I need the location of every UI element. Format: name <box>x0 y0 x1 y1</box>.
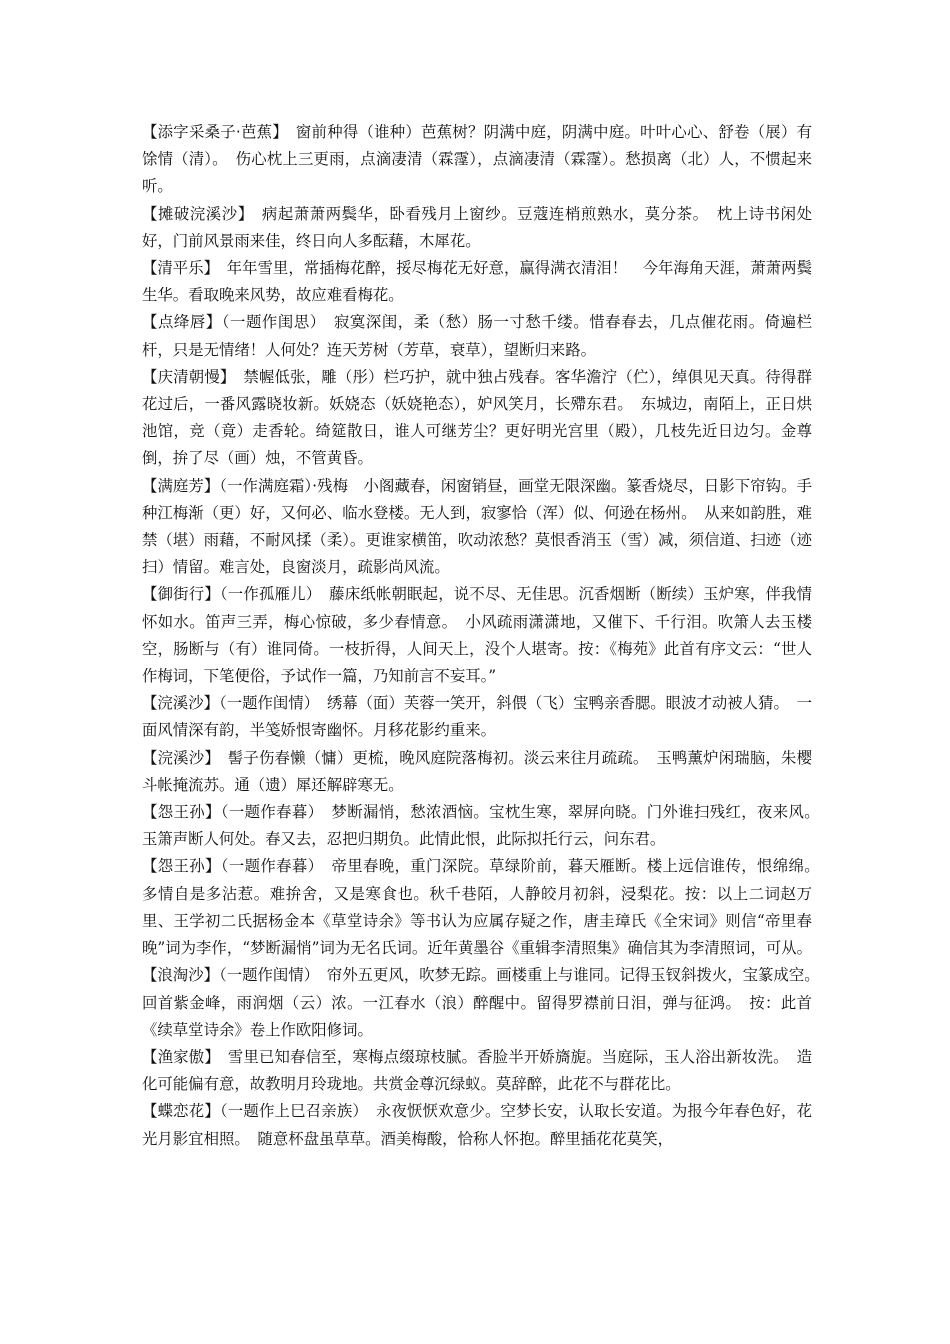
poem-title: 【点绛唇】 <box>142 313 222 332</box>
poem-entry <box>142 201 812 255</box>
poem-entry <box>142 119 812 201</box>
poem-title: 【满庭芳】 <box>142 476 220 495</box>
poem-title: 【蝶恋花】 <box>142 1102 220 1121</box>
poem-entry <box>142 962 828 1044</box>
poem-entry <box>142 1044 812 1098</box>
poem-title: 【御街行】 <box>142 585 220 604</box>
poem-body: （一题作闺思） 寂寞深闺，柔（愁）肠一寸愁千缕。惜春春去，几点催花雨。倚遍栏杆，只是无情绪！人何处？连天芳树（芳草，衰草），望断归来路。 <box>142 313 812 359</box>
poem-title: 【添字采桑子·芭蕉】 <box>142 123 281 141</box>
poem-body: 雪里已知春信至，寒梅点缀琼枝腻。香脸半开娇旖旎。当庭际，玉人浴出新妆洗。 造化可能偏有意，故教明月玲珑地。共赏金尊沉绿蚁。莫辞醉，此花不与群花比。 <box>142 1047 812 1094</box>
poem-title: 【浪淘沙】 <box>142 966 220 985</box>
poem-body: （一作满庭霜）·残梅 小阁藏春，闲窗销昼，画堂无限深幽。篆香烧尽，日影下帘钩。手种江梅渐（更）好，又何必、临水登楼。无人到，寂寥恰（浑）似、何逊在杨州。 从来如韵胜，难禁（堪）雨藉，不耐风揉（柔）。更谁家横笛，吹动浓愁？莫恨香消玉（雪）减，须信道、扫迹（迹扫）情留。难言处，良窗淡月，疏影尚风流。 <box>142 476 812 577</box>
poem-entry <box>142 690 812 744</box>
poem-title: 【摊破浣溪沙】 <box>142 204 246 223</box>
poem-title: 【庆清朝慢】 <box>142 367 228 386</box>
poem-body: 禁幄低张，雕（彤）栏巧护，就中独占残春。客华澹泞（伫），绰俱见天真。待得群花过后，一番风露晓妆新。妖娆态（妖娆艳态），妒风笑月，长殢东君。 东城边，南陌上，正日烘池馆，竞（竟）走香轮。绮筵散日，谁人可继芳尘？更好明光宫里（殿），几枝先近日边匀。金尊倒，拚了尽（画）烛，不管黄昏。 <box>142 367 812 468</box>
poem-entry <box>142 473 812 582</box>
document-page <box>142 119 828 1153</box>
poem-entry <box>142 581 812 690</box>
poem-entry <box>142 309 812 363</box>
poem-body: 窗前种得（谁种）芭蕉树？阴满中庭，阴满中庭。叶叶心心、舒卷（展）有馀情（清）。 伤心枕上三更雨，点滴凄清（霖霪），点滴凄清（霖霪）。愁损离（北）人，不惯起来听。 <box>142 123 812 196</box>
poem-entry <box>142 853 828 962</box>
poem-body: （一题作闺情） 帘外五更风，吹梦无踪。画楼重上与谁同。记得玉钗斜拨火，宝篆成空。 回首紫金峰，雨润烟（云）浓。一江春水（浪）醉醒中。留得罗襟前日泪，弹与征鸿。 按：此首《续草堂诗余》卷上作欧阳修词。 <box>142 966 828 1039</box>
poem-title: 【浣溪沙】 <box>142 694 220 713</box>
poem-entry <box>142 745 812 799</box>
poem-entry <box>142 255 812 309</box>
poem-title: 【清平乐】 <box>142 259 212 278</box>
poem-body: 病起萧萧两鬓华，卧看残月上窗纱。豆蔻连梢煎熟水，莫分茶。 枕上诗书闲处好，门前风景雨来佳，终日向人多酝藉，木犀花。 <box>142 204 812 250</box>
poem-title: 【怨王孙】 <box>142 857 221 876</box>
poem-body: 年年雪里，常插梅花醉，挼尽梅花无好意，赢得满衣清泪！ 今年海角天涯，萧萧两鬓生华。看取晚来风势，故应难看梅花。 <box>142 259 812 305</box>
poem-body: 髻子伤春懒（慵）更梳，晚风庭院落梅初。淡云来往月疏疏。 玉鸭薰炉闲瑞脑，朱樱斗帐掩流苏。通（遗）犀还解辟寒无。 <box>142 748 812 794</box>
poem-title: 【怨王孙】 <box>142 803 221 822</box>
poem-entry <box>142 1098 812 1152</box>
poem-body: （一作孤雁儿） 藤床纸帐朝眠起，说不尽、无佳思。沉香烟断（断续）玉炉寒，伴我情怀如水。笛声三弄，梅心惊破，多少春情意。 小风疏雨潇潇地，又催下、千行泪。吹箫人去玉楼空，肠断与（有）谁同倚。一枝折得，人间天上，没个人堪寄。按：《梅苑》此首有序文云：“世人作梅词，下笔便俗，予试作一篇，乃知前言不妄耳。” <box>142 585 812 686</box>
poem-title: 【浣溪沙】 <box>142 748 213 767</box>
poem-body: （一题作春暮） 帝里春晚，重门深院。草绿阶前，暮天雁断。楼上远信谁传，恨绵绵。 多情自是多沾惹。难拚舍，又是寒食也。秋千巷陌，人静皎月初斜，浸梨花。按：以上二词赵万里、王学初二氏据杨金本《草堂诗余》等书认为应属存疑之作，唐圭璋氏《全宋词》则信“帝里春晚”词为李作，“梦断漏悄”词为无名氏词。近年黄墨谷《重辑李清照集》确信其为李清照词，可从。 <box>142 857 828 958</box>
poem-title: 【渔家傲】 <box>142 1047 213 1066</box>
poem-body: （一题作闺情） 绣幕（面）芙蓉一笑开，斜偎（飞）宝鸭亲香腮。眼波才动被人猜。 一面风情深有韵，半笺娇恨寄幽怀。月移花影约重来。 <box>142 694 812 740</box>
poem-body: （一题作春暮） 梦断漏悄，愁浓酒恼。宝枕生寒，翠屏向晓。门外谁扫残红，夜来风。 玉箫声断人何处。春又去，忍把归期负。此情此恨，此际拟托行云，问东君。 <box>142 803 828 849</box>
poem-entry <box>142 799 828 853</box>
poem-entry <box>142 364 812 473</box>
poem-body: （一题作上巳召亲族） 永夜恹恹欢意少。空梦长安，认取长安道。为报今年春色好，花光月影宜相照。 随意杯盘虽草草。酒美梅酸，恰称人怀抱。醉里插花花莫笑， <box>142 1102 812 1148</box>
